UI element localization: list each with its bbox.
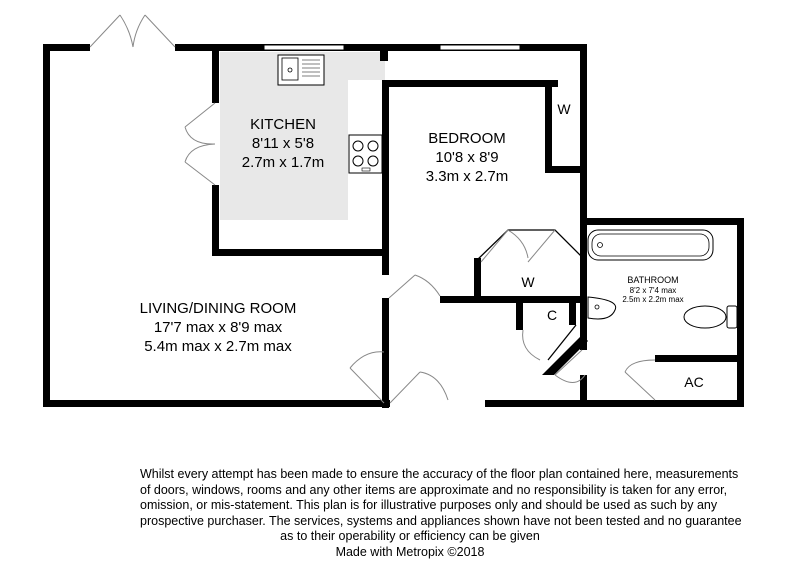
bathroom-label xyxy=(622,275,683,304)
disclaimer-line: Whilst every attempt has been made to ensure the accuracy of the floor plan contained here, measurements xyxy=(140,467,739,481)
wardrobe-label-lower: W xyxy=(521,274,535,290)
wardrobe-label-top: W xyxy=(557,101,571,117)
cupboard-door xyxy=(523,330,540,360)
patio-door xyxy=(90,15,175,47)
disclaimer-line: of doors, windows, rooms and any other items are approximate and no responsibility is taken for any error, xyxy=(140,482,728,497)
bedroom-name: BEDROOM xyxy=(428,130,506,147)
bathroom-dim-imperial: 8'2 x 7'4 max xyxy=(629,286,677,295)
bedroom-label xyxy=(426,130,509,185)
hob-icon xyxy=(349,135,382,173)
living-door xyxy=(350,352,384,403)
living-dining-dim-metric: 5.4m max x 2.7m max xyxy=(144,338,292,355)
bathroom-dim-metric: 2.5m x 2.2m max xyxy=(622,295,684,304)
toilet-icon xyxy=(684,306,737,328)
metropix-credit: Made with Metropix ©2018 xyxy=(335,544,485,559)
bedroom-dim-metric: 3.3m x 2.7m xyxy=(425,168,509,185)
airing-cupboard-label: AC xyxy=(684,374,704,390)
bedroom-door xyxy=(389,275,440,298)
cupboard-label: C xyxy=(546,307,558,323)
disclaimer xyxy=(140,467,742,561)
basin-icon xyxy=(588,297,616,319)
living-dining-name: LIVING/DINING ROOM xyxy=(139,300,297,317)
disclaimer-line: prospective purchaser. The services, systems and appliances shown have not been tested and no guarantee xyxy=(140,513,742,528)
airing-cupboard-door xyxy=(625,360,655,400)
bedroom-dim-imperial: 10'8 x 8'9 xyxy=(435,149,499,166)
kitchen-window xyxy=(264,45,344,50)
living-dining-dim-imperial: 17'7 max x 8'9 max xyxy=(153,319,283,336)
kitchen-dim-imperial: 8'11 x 5'8 xyxy=(251,135,315,152)
bathroom-name: BATHROOM xyxy=(627,275,679,285)
living-dining-label xyxy=(140,300,297,355)
disclaimer-line: omission, or mis-statement. This plan is for illustrative purposes only and should be used as such by any xyxy=(140,498,718,513)
kitchen-door xyxy=(185,103,215,185)
disclaimer-line: as to their operability or efficiency can be given xyxy=(280,529,540,544)
kitchen-dim-metric: 2.7m x 1.7m xyxy=(241,154,325,171)
kitchen-label xyxy=(242,116,325,171)
kitchen-sink-icon xyxy=(278,55,324,85)
bathtub-icon xyxy=(588,230,713,260)
bedroom-window xyxy=(440,45,520,50)
kitchen-name: KITCHEN xyxy=(250,116,316,133)
entrance-door xyxy=(390,372,448,403)
